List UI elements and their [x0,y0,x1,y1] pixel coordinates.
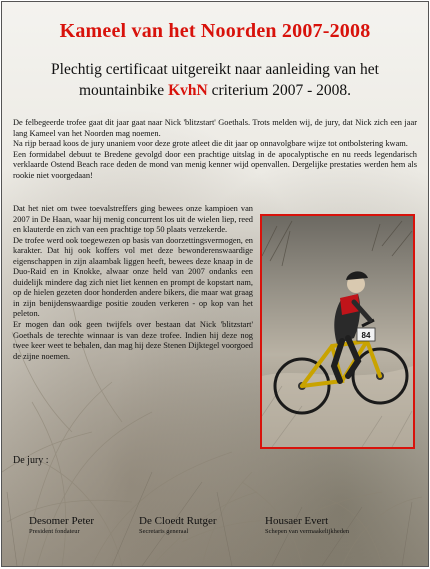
subtitle-line-2 [12,80,418,101]
signature-role: Secretaris generaal [139,528,189,535]
paragraph: Dat het niet om twee toevalstreffers ging bewees onze kampioen van 2007 in De Haan, waar hij menig concurrent los uit de wielen liep, reed en klauterde en zich van een prachtige top 50 plaats verzekerde. [13,204,253,235]
signature-block-2 [139,515,217,535]
paragraph: Na rijp beraad koos de jury unaniem voor deze grote atleet die dit jaar op onnavolgbare wijze tot ontbolstering kwam. [13,139,408,149]
signature-name: De Cloedt Rutger [139,515,217,527]
certificate-page [1,1,429,567]
cyclist-illustration [262,216,413,447]
cyclist-photo [260,214,415,449]
body-text-top [13,118,417,181]
jury-label: De jury : [13,455,49,466]
subtitle-line-1: Plechtig certificaat uitgereikt naar aanleiding van het [51,61,379,78]
race-number: 84 [361,331,371,340]
signature-name: Housaer Evert [265,515,329,527]
signature-block-1 [29,515,94,535]
paragraph: De felbegeerde trofee gaat dit jaar gaat naar Nick 'blitzstart' Goethals. Trots melden wij, de jury, dat Nick zich een jaar lang Kameel van het Noorden mag noemen. [13,118,417,138]
paragraph: Een formidabel debuut te Bredene gevolgd door een prachtige uitslag in de apocalyptische en nu reeds legendarisch verklaarde Ostend Beach race deden de mond van menig kenner wijd openvallen. Dergelijke prestaties werden hem als rookie niet voorgedaan! [13,149,417,180]
subtitle-line-2-pre: mountainbike [78,82,169,99]
signature-role: Schepen van vermaakelijkheden [265,528,350,535]
certificate-subtitle [12,59,418,101]
brand-name: KvhN [168,82,208,99]
signature-name: Desomer Peter [29,515,95,527]
signature-block-3 [265,515,349,535]
paragraph: Er mogen dan ook geen twijfels over bestaan dat Nick 'blitzstart' Goethals de terechte winnaar is van deze trofee. Indien hij deze nog twee keer weet te behalen, dan mag hij deze Stenen Dijktegel voorgoed de zijne noemen. [13,320,253,361]
subtitle-line-2-post: criterium 2007 - 2008. [207,82,352,99]
certificate-title: Kameel van het Noorden 2007-2008 [59,20,371,42]
signature-role: President fondateur [29,528,80,535]
body-text-side [13,204,253,362]
paragraph: De trofee werd ook toegewezen op basis van doorzettingsvermogen, en karakter. Dat hij ook koffers vol met deze bewonderenswaardige eigenschappen in zijn alaambak liggen heeft, bewees deze knaap in de Duo-Raid en in Knokke, alwaar onze held van 2007 ondanks een duidelijk mindere dag zich niet liet kennen en prompt de kopstart nam, op de hielen gezeten door honderden andere bikers, die maar wat graag in zijn benijdenswaardige positie zouden verkeren - op kop van het peleton. [13,235,253,319]
